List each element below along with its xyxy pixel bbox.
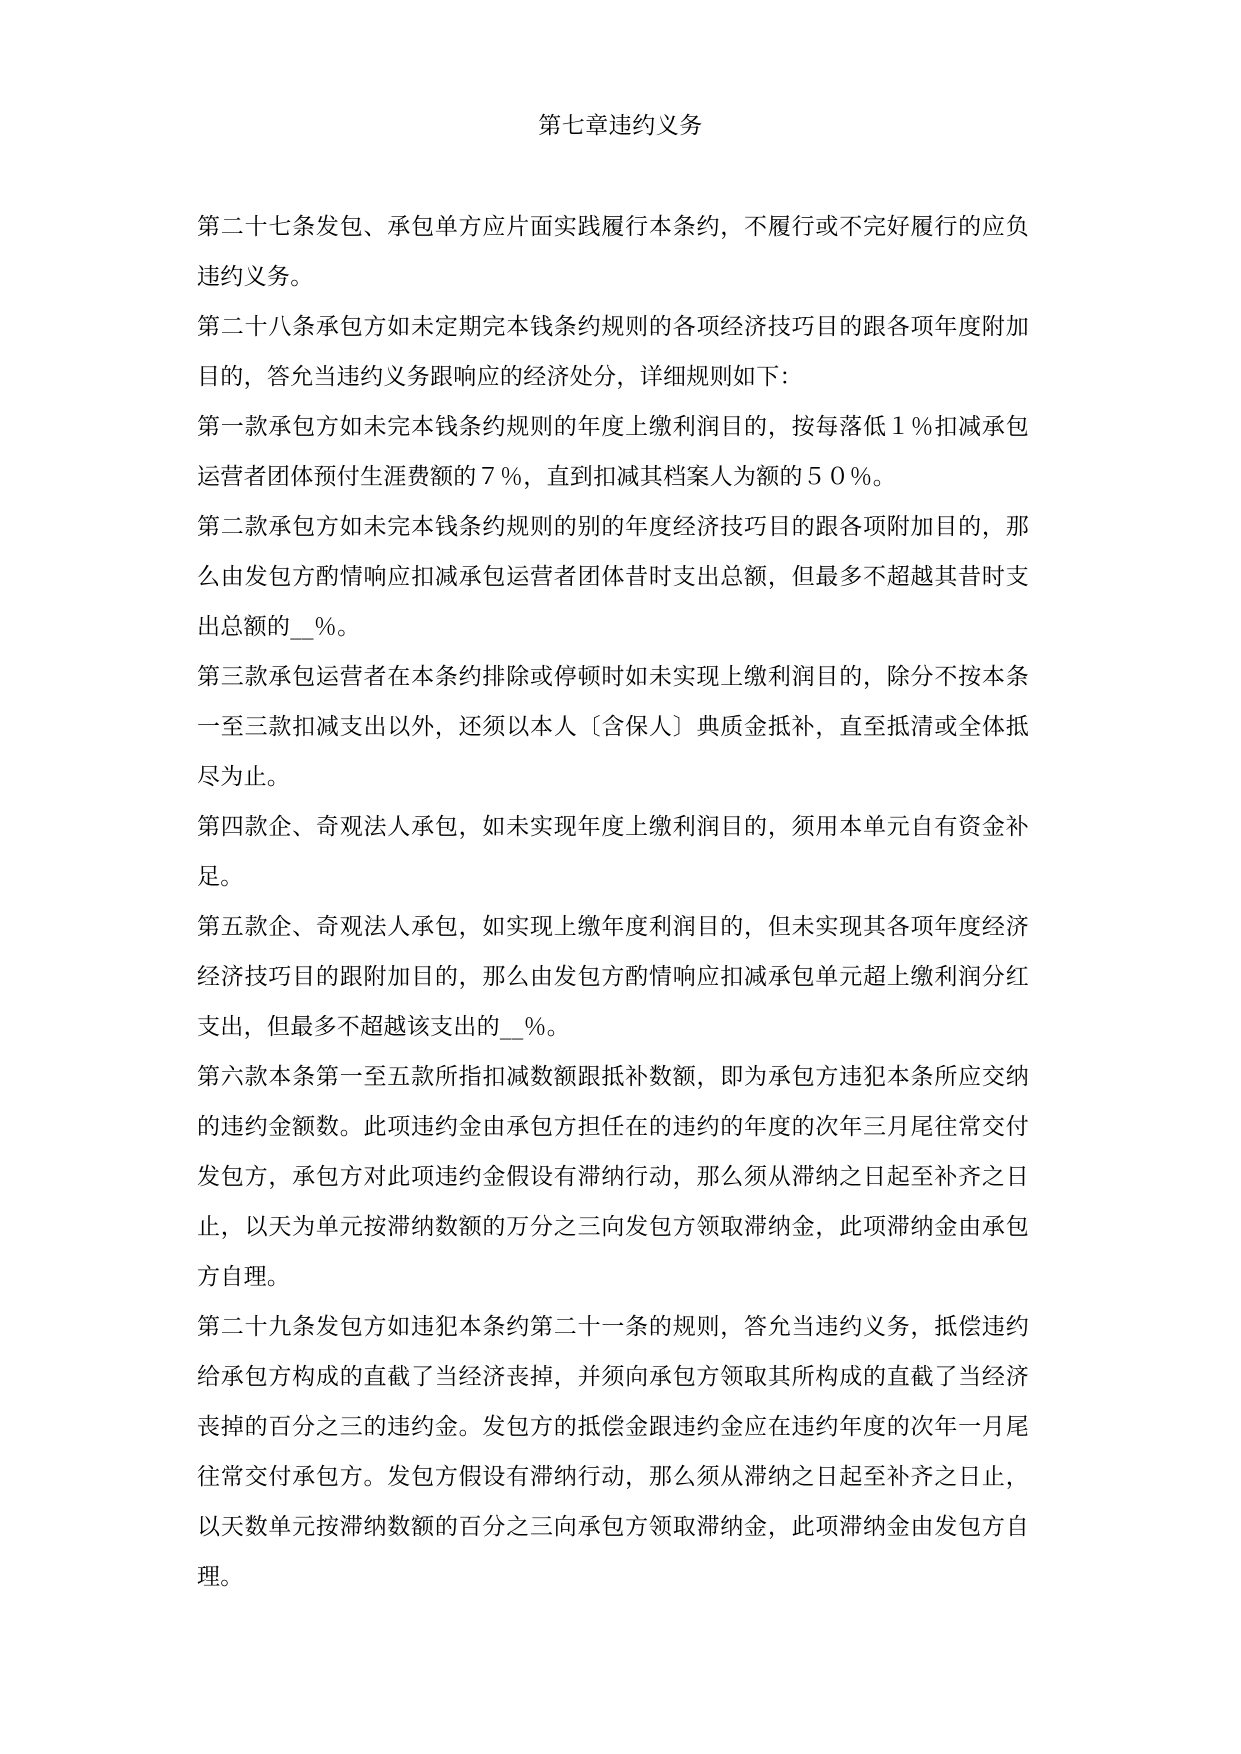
paragraph-clause-1: 第一款承包方如未完本钱条约规则的年度上缴利润目的，按每落低１％扣减承包运营者团体预付生涯费额的７％，直到扣减其档案人为额的５０％。 <box>197 414 1029 490</box>
paragraph-clause-3: 第三款承包运营者在本条约排除或停顿时如未实现上缴利润目的，除分不按本条一至三款扣减支出以外，还须以本人〔含保人〕典质金抵补，直至抵清或全体抵尽为止。 <box>197 664 1029 790</box>
paragraph-article-27: 第二十七条发包、承包单方应片面实践履行本条约，不履行或不完好履行的应负违约义务。 <box>197 214 1029 290</box>
chapter-title: 第七章违约义务 <box>538 113 703 139</box>
paragraph-clause-5: 第五款企、奇观法人承包，如实现上缴年度利润目的，但未实现其各项年度经济经济技巧目的跟附加目的，那么由发包方酌情响应扣减承包单元超上缴利润分红支出，但最多不超越该支出的__％。 <box>197 914 1029 1040</box>
paragraph-clause-6: 第六款本条第一至五款所指扣减数额跟抵补数额，即为承包方违犯本条所应交纳的违约金额数。此项违约金由承包方担任在的违约的年度的次年三月尾往常交付发包方，承包方对此项违约金假设有滞纳行动，那么须从滞纳之日起至补齐之日止，以天为单元按滞纳数额的万分之三向发包方领取滞纳金，此项滞纳金由承包方自理。 <box>197 1064 1029 1290</box>
paragraph-clause-4: 第四款企、奇观法人承包，如未实现年度上缴利润目的，须用本单元自有资金补足。 <box>197 814 1029 890</box>
document-body <box>197 202 1029 1602</box>
paragraph-article-29: 第二十九条发包方如违犯本条约第二十一条的规则，答允当违约义务，抵偿违约给承包方构成的直截了当经济丧掉，并须向承包方领取其所构成的直截了当经济丧掉的百分之三的违约金。发包方的抵偿金跟违约金应在违约年度的次年一月尾往常交付承包方。发包方假设有滞纳行动，那么须从滞纳之日起至补齐之日止，以天数单元按滞纳数额的百分之三向承包方领取滞纳金，此项滞纳金由发包方自理。 <box>197 1314 1029 1590</box>
paragraph-article-28: 第二十八条承包方如未定期完本钱条约规则的各项经济技巧目的跟各项年度附加目的，答允当违约义务跟响应的经济处分，详细规则如下： <box>197 314 1029 390</box>
paragraph-clause-2: 第二款承包方如未完本钱条约规则的别的年度经济技巧目的跟各项附加目的，那么由发包方酌情响应扣减承包运营者团体昔时支出总额，但最多不超越其昔时支出总额的__％。 <box>197 514 1029 640</box>
